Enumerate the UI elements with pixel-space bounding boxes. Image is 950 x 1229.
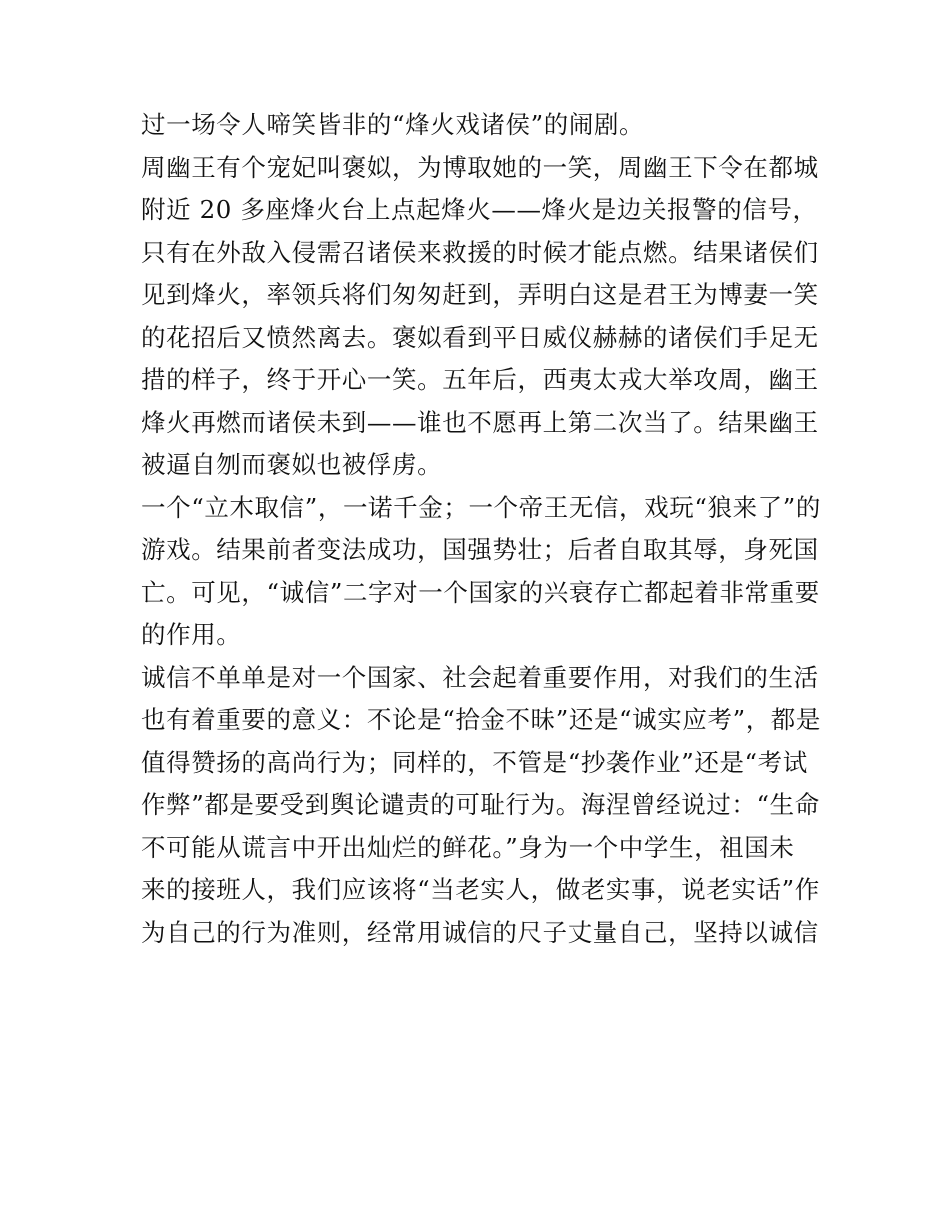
text-line: 值得赞扬的高尚行为；同样的，不管是“抄袭作业”还是“考试 [141, 747, 808, 777]
text-line: 诚信不单单是对一个国家、社会起着重要作用，对我们的生活 [141, 662, 819, 692]
document-body [141, 104, 821, 954]
text-line: 作弊”都是要受到舆论谴责的可耻行为。海涅曾经说过：“生命 [141, 790, 820, 819]
text-line: 见到烽火，率领兵将们匆匆赶到，弄明白这是君王为博妻一笑 [141, 280, 819, 309]
text-line: 周幽王有个宠妃叫褒姒，为博取她的一笑，周幽王下令在都城 [141, 152, 819, 182]
text-line: 亡。可见，“诚信”二字对一个国家的兴衰存亡都起着非常重要 [141, 577, 820, 607]
text-line: 措的样子，终于开心一笑。五年后，西夷太戎大举攻周，幽王 [141, 365, 819, 394]
text-line: 的作用。 [141, 620, 242, 649]
text-line: 的花招后又愤然离去。褒姒看到平日威仪赫赫的诸侯们手足无 [141, 322, 819, 352]
text-line: 一个“立木取信”，一诺千金；一个帝王无信，戏玩“狼来了”的 [141, 492, 821, 522]
text-line: 也有着重要的意义：不论是“拾金不昧”还是“诚实应考”，都是 [141, 705, 821, 734]
text-line: 烽火再燃而诸侯未到——谁也不愿再上第二次当了。结果幽王 [141, 407, 819, 437]
text-line: 不可能从谎言中开出灿烂的鲜花。”身为一个中学生，祖国未 [141, 832, 795, 862]
text-line: 被逼自刎而褒姒也被俘虏。 [141, 450, 443, 479]
text-line: 过一场令人啼笑皆非的“烽火戏诸侯”的闹剧。 [141, 110, 645, 139]
text-line: 附近 20 多座烽火台上点起烽火——烽火是边关报警的信号， [141, 195, 818, 224]
text-line: 只有在外敌入侵需召诸侯来救援的时候才能点燃。结果诸侯们 [141, 237, 819, 267]
text-line: 游戏。结果前者变法成功，国强势壮；后者自取其辱，身死国 [141, 535, 819, 564]
text-line: 来的接班人，我们应该将“当老实人，做老实事，说老实话”作 [141, 875, 820, 904]
text-line: 为自己的行为准则，经常用诚信的尺子丈量自己，坚持以诚信 [141, 917, 819, 947]
